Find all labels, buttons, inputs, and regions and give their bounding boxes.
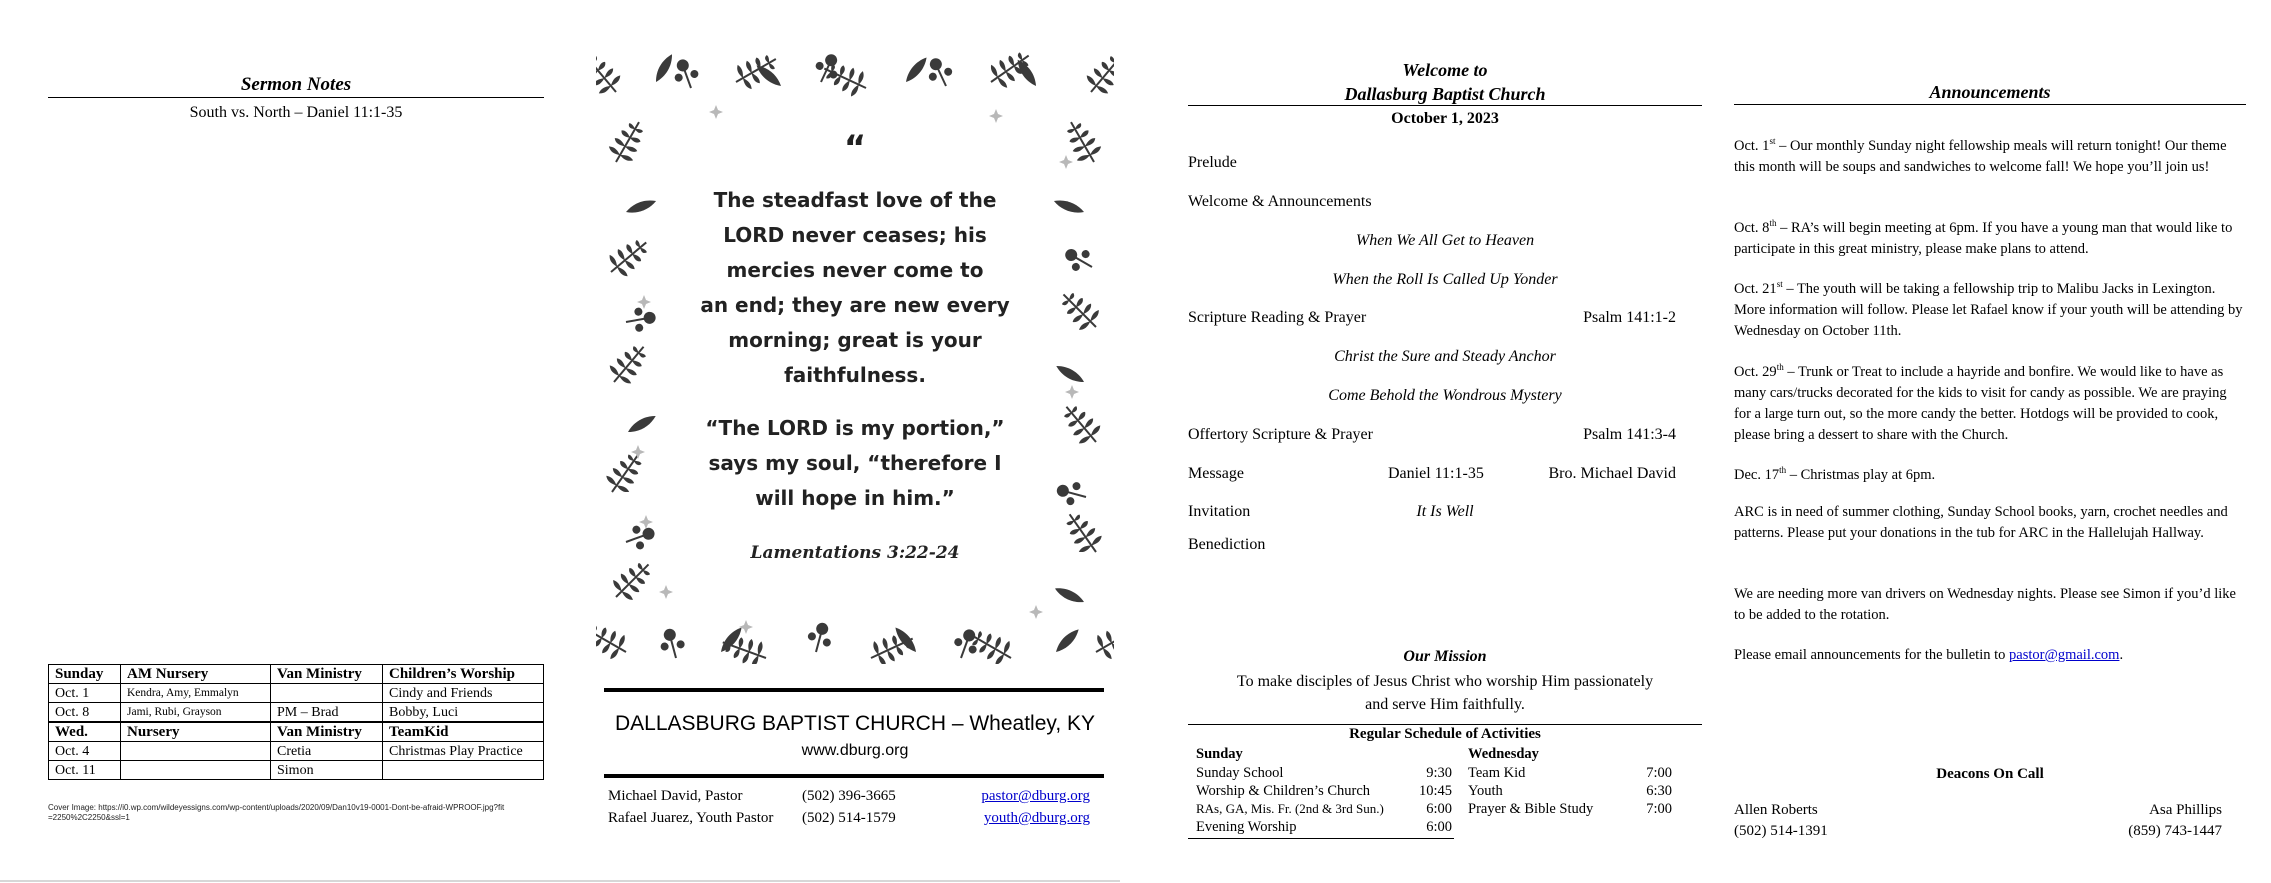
announcement-item: Oct. 8th – RA’s will begin meeting at 6pm. If you have a young man that would like to participate in this great ministry, please make plans to attend.: [1734, 218, 2233, 257]
mission-statement: [1188, 670, 1702, 716]
mission-line: and serve Him faithfully.: [1365, 696, 1525, 713]
table-row: [49, 703, 544, 723]
message-speaker: Bro. Michael David: [1548, 465, 1676, 482]
contact-name: Michael David, Pastor: [608, 788, 743, 804]
table-cell: Oct. 4: [49, 742, 121, 761]
schedule-item: Team Kid: [1468, 765, 1526, 781]
order-message: Message: [1188, 465, 1244, 482]
youth-email-link[interactable]: youth@dburg.org: [983, 810, 1090, 826]
church-website: www.dburg.org: [801, 742, 909, 759]
order-prelude: Prelude: [1188, 154, 1237, 171]
welcome-rule: [1188, 105, 1702, 106]
verse-block-2: [680, 411, 1030, 516]
schedule-time: 10:45: [1418, 783, 1452, 799]
sermon-notes-title: Sermon Notes: [240, 74, 352, 95]
church-name-bottom-rule: [604, 774, 1104, 778]
deacon-phone: (859) 743-1447: [2128, 823, 2222, 839]
verse-block-1: [680, 183, 1030, 393]
verse-line: faithfulness.: [784, 363, 926, 387]
table-cell: Oct. 8: [49, 703, 121, 723]
table-row: [49, 684, 544, 703]
order-offertory: Offertory Scripture & Prayer: [1188, 426, 1373, 443]
schedule-item: Youth: [1468, 783, 1503, 799]
schedule-item: Prayer & Bible Study: [1468, 801, 1594, 817]
sermon-title-rule: [48, 97, 544, 98]
announcement-email: Please email announcements for the bulletin to pastor@gmail.com.: [1734, 647, 2124, 663]
schedule-item: Evening Worship: [1196, 819, 1297, 835]
table-cell: Christmas Play Practice: [383, 742, 544, 761]
welcome-heading: [1188, 58, 1702, 106]
deacon-name: Asa Phillips: [2149, 802, 2222, 818]
announcement-van: We are needing more van drivers on Wednesday nights. Please see Simon if you’d like to be added to the rotation.: [1734, 586, 2236, 623]
deacons-title: Deacons On Call: [1936, 766, 2044, 782]
table-cell: Kendra, Amy, Emmalyn: [121, 684, 271, 703]
order-song: Christ the Sure and Steady Anchor: [1334, 348, 1556, 365]
table-cell: Cindy and Friends: [383, 684, 544, 703]
table-header-cell: AM Nursery: [121, 665, 271, 684]
schedule-time: 6:00: [1426, 819, 1452, 835]
schedule-item: RAs, GA, Mis. Fr. (2nd & 3rd Sun.): [1196, 801, 1384, 816]
cover-image-credit: Cover Image: https://i0.wp.com/wildeyessigns.com/wp-content/uploads/2020/09/Dan10v19-0001-Dont-be-afraid-WPROOF.jpg?fit=2250%2C2250&ssl=1: [48, 803, 505, 822]
contact-name: Rafael Juarez, Youth Pastor: [608, 810, 774, 826]
table-cell: Jami, Rubi, Grayson: [121, 703, 271, 723]
table-header-cell: Van Ministry: [271, 665, 383, 684]
scripture-reference: Psalm 141:1-2: [1583, 309, 1676, 326]
page-bottom-divider: [0, 880, 1120, 882]
deacon-left: [1734, 800, 1828, 842]
deacon-name: Allen Roberts: [1734, 802, 1818, 818]
table-cell: [121, 761, 271, 780]
table-cell: [271, 684, 383, 703]
schedule-time: 9:30: [1426, 765, 1452, 781]
verse-line: The steadfast love of the: [713, 188, 997, 212]
mission-title: Our Mission: [1403, 648, 1487, 665]
volunteer-schedule-table: [48, 664, 544, 780]
table-header-row: [49, 722, 544, 742]
order-song: When We All Get to Heaven: [1355, 232, 1535, 249]
table-cell: Oct. 1: [49, 684, 121, 703]
schedule-item: Worship & Children’s Church: [1196, 783, 1371, 799]
schedule-time: 7:00: [1646, 801, 1672, 817]
table-cell: [121, 742, 271, 761]
contact-phone: (502) 514-1579: [802, 810, 896, 826]
order-benediction: Benediction: [1188, 536, 1266, 553]
table-cell: Cretia: [271, 742, 383, 761]
announcement-item: Oct. 21st – The youth will be taking a fellowship trip to Malibu Jacks in Lexington. More information will follow. Please let Rafael know if your youth will be attending by Wednesday on October 11th.: [1734, 279, 2243, 339]
order-welcome: Welcome & Announcements: [1188, 193, 1372, 210]
verse-line: morning; great is your: [728, 328, 982, 352]
verse-line: will hope in him.”: [755, 486, 955, 510]
church-name-top-rule: [604, 688, 1104, 692]
welcome-church-name: Dallasburg Baptist Church: [1344, 84, 1546, 104]
announcement-email-link[interactable]: pastor@gmail.com: [2009, 647, 2120, 663]
contact-phone: (502) 396-3665: [802, 788, 896, 804]
schedule-rule: [1188, 724, 1702, 725]
table-cell: PM – Brad: [271, 703, 383, 723]
offertory-reference: Psalm 141:3-4: [1583, 426, 1676, 443]
verse-line: “The LORD is my portion,”: [705, 416, 1005, 440]
table-row: [49, 742, 544, 761]
verse-reference: Lamentations 3:22-24: [750, 543, 960, 563]
table-header-cell: Nursery: [121, 722, 271, 742]
schedule-time: 6:30: [1646, 783, 1672, 799]
welcome-line: Welcome to: [1402, 60, 1488, 80]
table-header-cell: Van Ministry: [271, 722, 383, 742]
verse-line: says my soul, “therefore I: [708, 451, 1002, 475]
schedule-time: 6:00: [1426, 801, 1452, 817]
table-row: [49, 761, 544, 780]
schedule-item: Sunday School: [1196, 765, 1284, 781]
order-scripture: Scripture Reading & Prayer: [1188, 309, 1367, 326]
announcements-title: Announcements: [1929, 82, 2051, 102]
order-invitation: Invitation: [1188, 503, 1251, 520]
table-header-cell: Wed.: [49, 722, 121, 742]
sermon-subtitle: South vs. North – Daniel 11:1-35: [189, 104, 403, 121]
quote-mark: “: [843, 128, 867, 168]
deacon-phone: (502) 514-1391: [1734, 823, 1828, 839]
deacon-right: [2046, 800, 2222, 842]
table-cell: Simon: [271, 761, 383, 780]
church-name: DALLASBURG BAPTIST CHURCH – Wheatley, KY: [614, 712, 1096, 735]
wednesday-label: Wednesday: [1468, 746, 1539, 762]
schedule-bottom-rule: [1188, 838, 1454, 839]
table-cell: [383, 761, 544, 780]
mission-line: To make disciples of Jesus Christ who worship Him passionately: [1236, 673, 1654, 690]
table-header-cell: Sunday: [49, 665, 121, 684]
table-cell: Bobby, Luci: [383, 703, 544, 723]
order-song: Come Behold the Wondrous Mystery: [1328, 387, 1562, 404]
announcement-item: Oct. 29th – Trunk or Treat to include a hayride and bonfire. We would like to have as many cars/trucks decorated for the kids to visit for candy as possible. We are praying for a large turn out, so the more candy the better. Hotdogs will be provided to cook, please bring a dessert to share with the Church.: [1734, 362, 2227, 443]
table-header-cell: TeamKid: [383, 722, 544, 742]
table-cell: Oct. 11: [49, 761, 121, 780]
announcements-rule: [1734, 104, 2246, 105]
invitation-song: It Is Well: [1416, 503, 1474, 520]
verse-line: an end; they are new every: [700, 293, 1010, 317]
announcement-arc: ARC is in need of summer clothing, Sunday School books, yarn, crochet needles and patterns. Please put your donations in the tub for ARC in the Hallelujah Hallway.: [1734, 504, 2228, 541]
table-header-cell: Children’s Worship: [383, 665, 544, 684]
message-reference: Daniel 11:1-35: [1388, 465, 1484, 482]
announcement-item: Dec. 17th – Christmas play at 6pm.: [1734, 465, 1936, 483]
table-header-row: [49, 665, 544, 684]
verse-line: mercies never come to: [726, 258, 984, 282]
announcement-item: Oct. 1st – Our monthly Sunday night fellowship meals will return tonight! Our theme this month will be soups and sandwiches to welcome fall! We hope you’ll join us!: [1734, 136, 2227, 175]
pastor-email-link[interactable]: pastor@dburg.org: [981, 788, 1090, 804]
sunday-label: Sunday: [1196, 746, 1243, 762]
order-song: When the Roll Is Called Up Yonder: [1332, 271, 1558, 288]
verse-line: LORD never ceases; his: [723, 223, 987, 247]
service-date: October 1, 2023: [1391, 110, 1499, 127]
schedule-time: 7:00: [1646, 765, 1672, 781]
regular-schedule-title: Regular Schedule of Activities: [1349, 726, 1541, 742]
